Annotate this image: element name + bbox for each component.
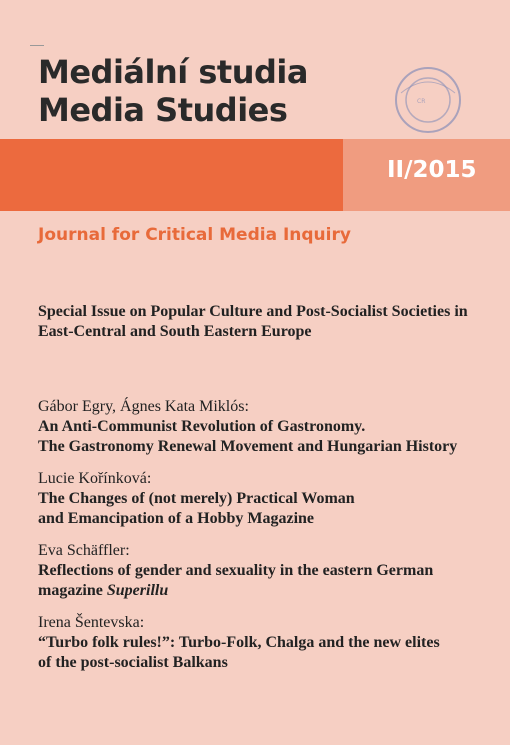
article-title-line — [38, 581, 493, 601]
special-issue-title: Special Issue on Popular Culture and Post-Socialist Societies in East-Central and South Eastern Europe — [38, 303, 468, 340]
article-entry — [38, 469, 493, 529]
article-title-line: An Anti-Communist Revolution of Gastronomy. — [38, 418, 366, 435]
article-author: Lucie Kořínková: — [38, 470, 152, 487]
crop-mark — [30, 45, 44, 46]
article-title-line: Reflections of gender and sexuality in the eastern German — [38, 562, 434, 579]
svg-text:ČR: ČR — [417, 98, 426, 105]
issue-number: II/2015 — [387, 157, 477, 183]
article-title-line: “Turbo folk rules!”: Turbo-Folk, Chalga and the new elites — [38, 634, 440, 651]
article-entry — [38, 541, 493, 601]
title-prefix: magazine — [38, 582, 107, 599]
article-title-line: and Emancipation of a Hobby Magazine — [38, 510, 315, 527]
article-title-line: The Changes of (not merely) Practical Woman — [38, 490, 355, 507]
journal-tagline: Journal for Critical Media Inquiry — [38, 225, 351, 245]
library-stamp-icon — [393, 65, 463, 135]
article-title-line: of the post-socialist Balkans — [38, 654, 228, 671]
article-title-line: The Gastronomy Renewal Movement and Hungarian History — [38, 438, 458, 455]
title-english: Media Studies — [38, 91, 288, 129]
title-czech: Mediální studia — [38, 53, 308, 91]
band-light-block — [343, 139, 510, 211]
article-author: Gábor Egry, Ágnes Kata Miklós: — [38, 398, 249, 415]
article-entry — [38, 613, 493, 673]
article-author: Irena Šentevska: — [38, 614, 145, 631]
issue-band — [0, 139, 510, 211]
article-author: Eva Schäffler: — [38, 542, 130, 559]
band-dark-block — [0, 139, 343, 211]
article-entry — [38, 397, 493, 457]
magazine-name: Superillu — [106, 582, 169, 599]
